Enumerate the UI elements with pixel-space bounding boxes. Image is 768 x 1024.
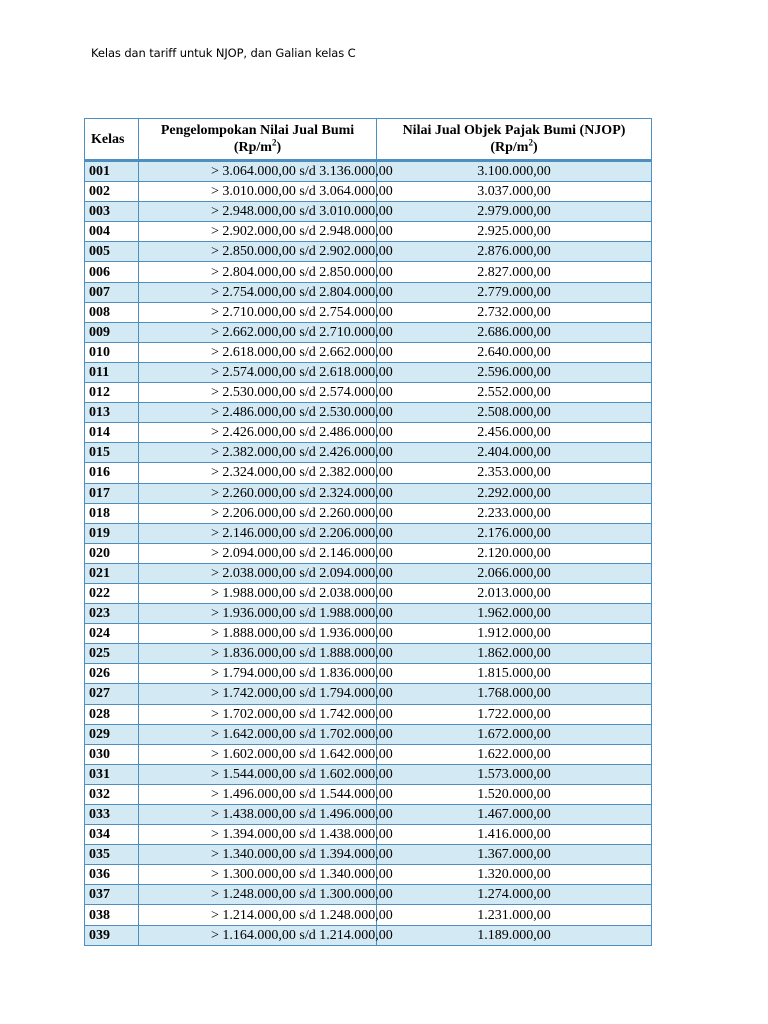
table-row [85,604,652,624]
kelas-cell: 021 [85,563,139,583]
header-pengelompokan-unit: (Rp/m [233,140,272,155]
njop-cell: 2.596.000,00 [377,362,652,382]
table-row [85,704,652,724]
range-cell: > 1.248.000,00 s/d 1.300.000,00 [139,885,377,905]
kelas-cell: 002 [85,182,139,202]
table-row [85,182,652,202]
range-cell: > 2.902.000,00 s/d 2.948.000,00 [139,222,377,242]
range-cell: > 3.010.000,00 s/d 3.064.000,00 [139,182,377,202]
range-cell: > 2.324.000,00 s/d 2.382.000,00 [139,463,377,483]
kelas-cell: 035 [85,845,139,865]
range-cell: > 1.888.000,00 s/d 1.936.000,00 [139,624,377,644]
table-row [85,483,652,503]
table-row [85,744,652,764]
header-kelas: Kelas [85,119,139,161]
njop-cell: 1.573.000,00 [377,764,652,784]
kelas-cell: 032 [85,784,139,804]
njop-cell: 2.686.000,00 [377,322,652,342]
kelas-cell: 006 [85,262,139,282]
kelas-cell: 029 [85,724,139,744]
table-row [85,885,652,905]
header-njop [377,119,652,161]
range-cell: > 2.094.000,00 s/d 2.146.000,00 [139,543,377,563]
njop-cell: 2.640.000,00 [377,342,652,362]
range-cell: > 1.214.000,00 s/d 1.248.000,00 [139,905,377,925]
kelas-cell: 018 [85,503,139,523]
range-cell: > 1.742.000,00 s/d 1.794.000,00 [139,684,377,704]
table-row [85,463,652,483]
kelas-cell: 005 [85,242,139,262]
range-cell: > 3.064.000,00 s/d 3.136.000,00 [139,161,377,182]
kelas-cell: 024 [85,624,139,644]
table-row [85,302,652,322]
range-cell: > 1.394.000,00 s/d 1.438.000,00 [139,825,377,845]
njop-cell: 2.404.000,00 [377,443,652,463]
table-row [85,242,652,262]
range-cell: > 2.574.000,00 s/d 2.618.000,00 [139,362,377,382]
kelas-cell: 014 [85,423,139,443]
document-title: Kelas dan tariff untuk NJOP, dan Galian kelas C [91,46,356,60]
njop-cell: 2.779.000,00 [377,282,652,302]
njop-cell: 2.925.000,00 [377,222,652,242]
table-row [85,925,652,945]
table-row [85,503,652,523]
kelas-cell: 027 [85,684,139,704]
njop-cell: 1.320.000,00 [377,865,652,885]
njop-cell: 1.189.000,00 [377,925,652,945]
header-row [85,119,652,161]
table-row [85,664,652,684]
range-cell: > 2.426.000,00 s/d 2.486.000,00 [139,423,377,443]
kelas-cell: 030 [85,744,139,764]
table-row [85,583,652,603]
njop-table [84,118,652,946]
header-njop-label: Nilai Jual Objek Pajak Bumi (NJOP) [402,123,626,138]
table-row [85,805,652,825]
table-row [85,383,652,403]
header-njop-close: ) [532,140,538,155]
kelas-cell: 004 [85,222,139,242]
njop-cell: 1.768.000,00 [377,684,652,704]
njop-cell: 2.066.000,00 [377,563,652,583]
kelas-cell: 012 [85,383,139,403]
range-cell: > 1.300.000,00 s/d 1.340.000,00 [139,865,377,885]
kelas-cell: 025 [85,644,139,664]
kelas-cell: 015 [85,443,139,463]
table-row [85,845,652,865]
table-header [85,119,652,161]
range-cell: > 1.340.000,00 s/d 1.394.000,00 [139,845,377,865]
range-cell: > 2.618.000,00 s/d 2.662.000,00 [139,342,377,362]
njop-cell: 3.100.000,00 [377,161,652,182]
njop-cell: 2.732.000,00 [377,302,652,322]
njop-cell: 1.274.000,00 [377,885,652,905]
njop-cell: 1.815.000,00 [377,664,652,684]
range-cell: > 1.164.000,00 s/d 1.214.000,00 [139,925,377,945]
range-cell: > 1.438.000,00 s/d 1.496.000,00 [139,805,377,825]
njop-cell: 2.979.000,00 [377,202,652,222]
table-row [85,403,652,423]
kelas-cell: 008 [85,302,139,322]
kelas-cell: 022 [85,583,139,603]
kelas-cell: 039 [85,925,139,945]
njop-cell: 2.120.000,00 [377,543,652,563]
njop-cell: 1.467.000,00 [377,805,652,825]
table-row [85,905,652,925]
range-cell: > 1.496.000,00 s/d 1.544.000,00 [139,784,377,804]
header-pengelompokan-close: ) [276,140,282,155]
njop-cell: 3.037.000,00 [377,182,652,202]
table-row [85,342,652,362]
njop-cell: 2.176.000,00 [377,523,652,543]
table-row [85,202,652,222]
kelas-cell: 026 [85,664,139,684]
range-cell: > 1.642.000,00 s/d 1.702.000,00 [139,724,377,744]
kelas-cell: 038 [85,905,139,925]
table-row [85,624,652,644]
range-cell: > 2.530.000,00 s/d 2.574.000,00 [139,383,377,403]
range-cell: > 1.544.000,00 s/d 1.602.000,00 [139,764,377,784]
range-cell: > 2.662.000,00 s/d 2.710.000,00 [139,322,377,342]
table-row [85,644,652,664]
range-cell: > 2.948.000,00 s/d 3.010.000,00 [139,202,377,222]
njop-cell: 2.292.000,00 [377,483,652,503]
table-row [85,161,652,182]
njop-cell: 1.862.000,00 [377,644,652,664]
range-cell: > 2.754.000,00 s/d 2.804.000,00 [139,282,377,302]
range-cell: > 2.710.000,00 s/d 2.754.000,00 [139,302,377,322]
header-njop-sup: 2 [528,137,533,148]
njop-cell: 2.552.000,00 [377,383,652,403]
table-row [85,322,652,342]
kelas-cell: 003 [85,202,139,222]
header-pengelompokan-label: Pengelompokan Nilai Jual Bumi [160,123,355,138]
range-cell: > 1.936.000,00 s/d 1.988.000,00 [139,604,377,624]
njop-cell: 2.827.000,00 [377,262,652,282]
njop-cell: 1.722.000,00 [377,704,652,724]
table-row [85,684,652,704]
kelas-cell: 010 [85,342,139,362]
kelas-cell: 013 [85,403,139,423]
kelas-cell: 020 [85,543,139,563]
table-row [85,563,652,583]
range-cell: > 1.988.000,00 s/d 2.038.000,00 [139,583,377,603]
table-row [85,222,652,242]
njop-cell: 1.912.000,00 [377,624,652,644]
range-cell: > 2.038.000,00 s/d 2.094.000,00 [139,563,377,583]
header-pengelompokan [139,119,377,161]
range-cell: > 2.260.000,00 s/d 2.324.000,00 [139,483,377,503]
njop-cell: 2.456.000,00 [377,423,652,443]
kelas-cell: 007 [85,282,139,302]
njop-cell: 1.672.000,00 [377,724,652,744]
njop-cell: 1.231.000,00 [377,905,652,925]
kelas-cell: 016 [85,463,139,483]
table-row [85,523,652,543]
kelas-cell: 009 [85,322,139,342]
table-body [85,161,652,946]
range-cell: > 2.486.000,00 s/d 2.530.000,00 [139,403,377,423]
header-pengelompokan-sup: 2 [271,137,277,148]
njop-cell: 2.233.000,00 [377,503,652,523]
table-row [85,865,652,885]
njop-cell: 2.508.000,00 [377,403,652,423]
table-row [85,282,652,302]
kelas-cell: 028 [85,704,139,724]
kelas-cell: 034 [85,825,139,845]
njop-cell: 1.622.000,00 [377,744,652,764]
range-cell: > 2.850.000,00 s/d 2.902.000,00 [139,242,377,262]
range-cell: > 1.702.000,00 s/d 1.742.000,00 [139,704,377,724]
range-cell: > 2.382.000,00 s/d 2.426.000,00 [139,443,377,463]
range-cell: > 1.794.000,00 s/d 1.836.000,00 [139,664,377,684]
header-njop-unit: (Rp/m [490,140,529,155]
njop-cell: 1.367.000,00 [377,845,652,865]
range-cell: > 2.146.000,00 s/d 2.206.000,00 [139,523,377,543]
table-row [85,362,652,382]
njop-cell: 1.520.000,00 [377,784,652,804]
kelas-cell: 036 [85,865,139,885]
njop-cell: 2.353.000,00 [377,463,652,483]
table-row [85,443,652,463]
table-row [85,784,652,804]
kelas-cell: 019 [85,523,139,543]
kelas-cell: 037 [85,885,139,905]
range-cell: > 1.602.000,00 s/d 1.642.000,00 [139,744,377,764]
range-cell: > 2.206.000,00 s/d 2.260.000,00 [139,503,377,523]
njop-cell: 1.416.000,00 [377,825,652,845]
kelas-cell: 017 [85,483,139,503]
njop-cell: 2.013.000,00 [377,583,652,603]
kelas-cell: 011 [85,362,139,382]
kelas-cell: 031 [85,764,139,784]
kelas-cell: 033 [85,805,139,825]
njop-cell: 2.876.000,00 [377,242,652,262]
range-cell: > 2.804.000,00 s/d 2.850.000,00 [139,262,377,282]
table-row [85,764,652,784]
kelas-cell: 001 [85,161,139,182]
table-row [85,825,652,845]
table-row [85,543,652,563]
njop-cell: 1.962.000,00 [377,604,652,624]
kelas-cell: 023 [85,604,139,624]
range-cell: > 1.836.000,00 s/d 1.888.000,00 [139,644,377,664]
table-row [85,423,652,443]
table-row [85,724,652,744]
table-row [85,262,652,282]
